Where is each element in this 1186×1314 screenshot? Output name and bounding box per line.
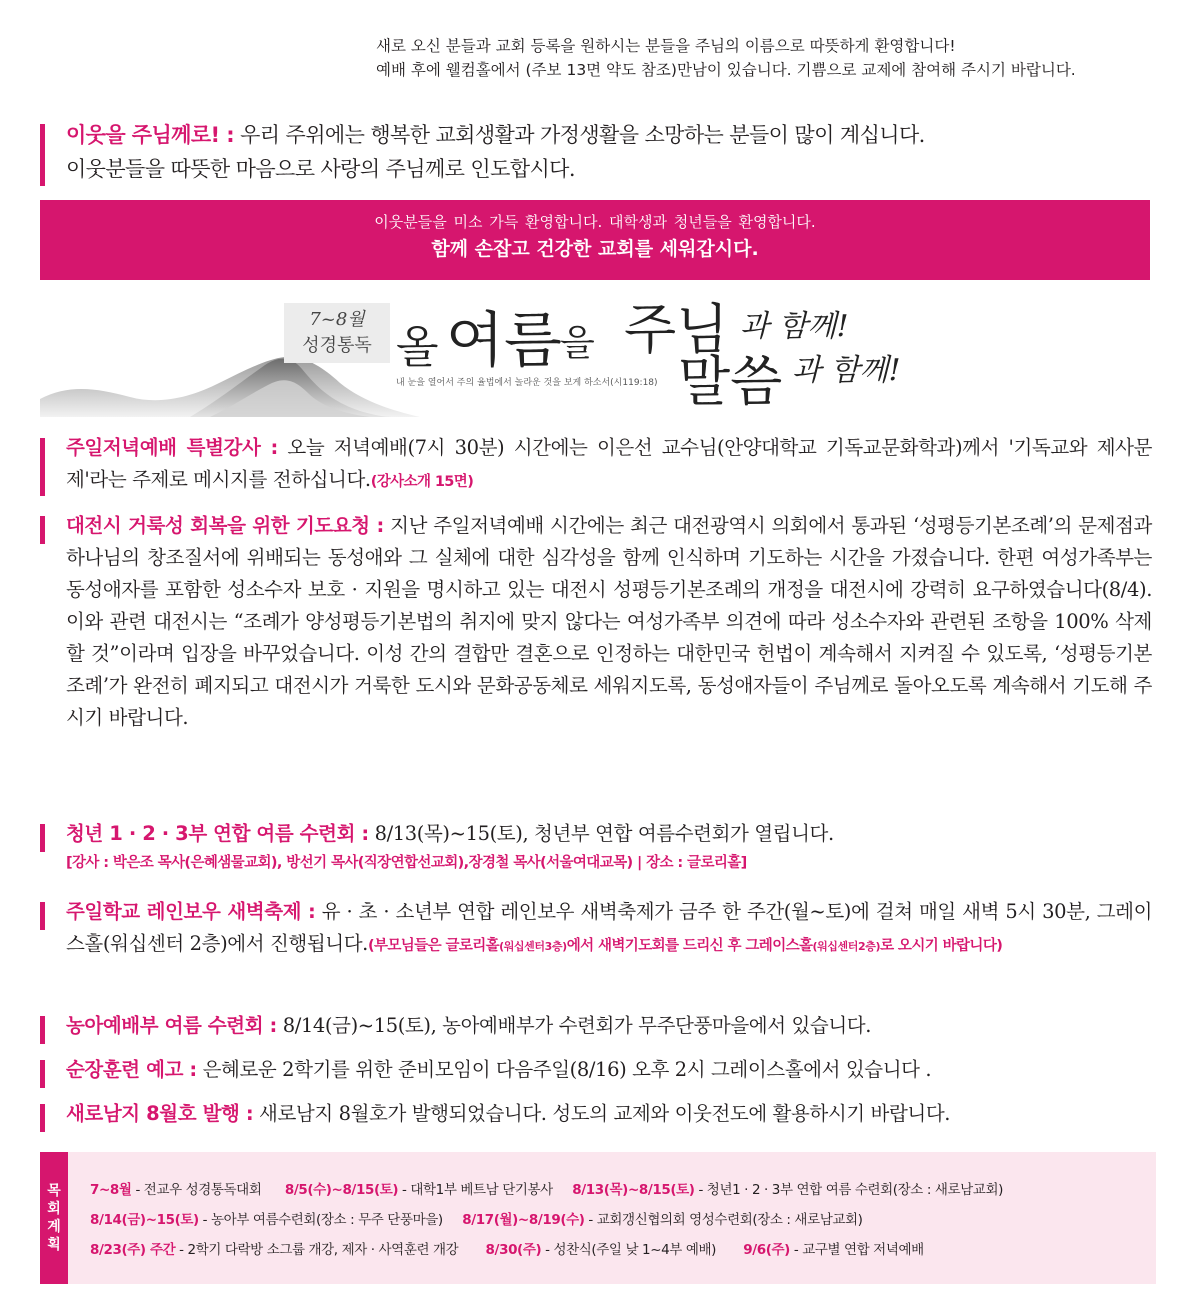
welcome-banner [40,200,1150,280]
schedule-item [90,1182,261,1198]
notice-bar [40,1104,45,1132]
notice-note: (강사소개 15면) [370,474,474,490]
notice-bar [40,1016,45,1044]
schedule-row [90,1178,1003,1198]
notice-title: 청년 1 · 2 · 3부 연합 여름 수련회 : [66,822,369,845]
notice-prayer [40,510,1152,734]
schedule-date: 8/14(금)~15(토) [90,1212,199,1228]
notice-bar [40,516,45,544]
schedule-label-char: 목 [47,1183,61,1199]
schedule-desc: - 청년1 · 2 · 3부 연합 여름 수련회(장소 : 새로남교회) [694,1182,1003,1198]
notice-body: 은혜로운 2학기를 위한 준비모임이 다음주일(8/16) 오후 2시 그레이스홀에서 있습니다 . [196,1058,932,1081]
headline-word: 과 함께! [792,353,901,388]
pastoral-schedule [40,1152,1156,1284]
schedule-desc: - 농아부 여름수련회(장소 : 무주 단풍마을) [198,1212,443,1228]
schedule-date: 8/17(월)~8/19(수) [462,1212,585,1228]
schedule-date: 8/30(주) [485,1242,542,1258]
headline-word: 주님 [624,298,729,361]
schedule-desc: - 교구별 연합 저녁예배 [789,1242,924,1258]
notice-note: [강사 : 박은조 목사(은혜샘물교회), 방선기 목사(직장연합선교회),장경철 목사(서울여대교목) | 장소 : 글로리홀] [66,855,747,871]
notice-title: 대전시 거룩성 회복을 위한 기도요청 : [66,514,384,537]
schedule-item [90,1242,458,1258]
notice-body: 유 · 초 · 소년부 연합 레인보우 새벽축제가 금주 한 주간(월~토)에 걸쳐 매일 새벽 5시 30분, 그레이스홀(워십센터 2층)에서 진행됩니다. [66,900,1153,955]
notice-magazine [40,1098,1152,1130]
notice-bar [40,902,45,930]
schedule-row [90,1208,863,1228]
notice-body: 8/14(금)~15(토), 농아예배부가 수련회가 무주단풍마을에서 있습니다. [276,1014,871,1037]
notice-bar [40,824,45,852]
schedule-item [462,1212,862,1228]
notice-note: (부모님들은 글로리홀 [367,938,500,954]
notice-rainbow-festival [40,896,1152,963]
banner-line: 이웃분들을 미소 가득 환영합니다. 대학생과 청년들을 환영합니다. [374,213,816,231]
headline-word: 올 [396,322,439,373]
reading-verse: 내 눈을 열어서 주의 율법에서 놀라운 것을 보게 하소서(시119:18) [396,378,658,388]
welcome-line: 새로 오신 분들과 교회 등록을 원하시는 분들을 주님의 이름으로 따뜻하게 환영합니다! [376,37,956,55]
notice-bar [40,1060,45,1088]
notice-youth-retreat [40,818,1152,876]
reading-label: 성경통독 [302,335,372,356]
notice-lecture [40,432,1152,498]
notice-note: 에서 새벽기도회를 드리신 후 그레이스홀 [566,938,813,954]
banner-headline: 함께 손잡고 건강한 교회를 세워갑시다. [431,238,759,260]
notice-neighbor [40,118,1152,186]
schedule-item [486,1242,716,1258]
notice-body: 오늘 저녁예배(7시 30분) 시간에는 이은선 교수님(안양대학교 기독교문화학과)께서 '기독교와 제사문제'라는 주제로 메시지를 전하십니다. [66,436,1153,491]
bible-reading-banner [40,287,1152,417]
schedule-date: 9/6(주) [743,1242,790,1258]
mountain-illustration [40,287,1152,417]
notice-body: 이웃분들을 따뜻한 마음으로 사랑의 주님께로 인도합시다. [66,157,575,181]
schedule-item [285,1182,553,1198]
notice-body: 새로남지 8월호가 발행되었습니다. 성도의 교제와 이웃전도에 활용하시기 바랍니다. [253,1102,951,1125]
schedule-row [90,1238,924,1258]
notice-deaf-retreat [40,1010,1152,1042]
headline-word: 말씀 [678,350,783,413]
headline-word: 여름 [446,306,562,376]
schedule-desc: - 2학기 다락방 소그룹 개강, 제자 · 사역훈련 개강 [175,1242,459,1258]
headline-word: 과 함께! [740,309,849,344]
notice-title: 주일학교 레인보우 새벽축제 : [66,900,316,923]
notice-title: 순장훈련 예고 : [66,1058,197,1081]
notice-body: 우리 주위에는 행복한 교회생활과 가정생활을 소망하는 분들이 많이 계십니다. [234,123,925,147]
schedule-date: 7~8월 [90,1182,132,1198]
schedule-label-char: 계 [47,1219,61,1235]
notice-title: 농아예배부 여름 수련회 : [66,1014,277,1037]
notice-bar [40,124,45,186]
schedule-date: 8/5(수)~8/15(토) [284,1182,399,1198]
schedule-date: 8/23(주) 주간 [90,1242,176,1258]
reading-period: 7~8월 [309,309,365,330]
notice-body: 지난 주일저녁예배 시간에는 최근 대전광역시 의회에서 통과된 ‘성평등기본조례’의 문제점과 하나님의 창조질서에 위배되는 동성애와 그 실체에 대한 심각성을 함께 인식하며 기도하는 시간을 가졌습니다. 한편 여성가족부는 동성애자를 포함한 성소수자 보호 · 지원을 명시하고 있는 대전시 성평등기본조례의 개정을 대전시에 강력히 요구하였습니다(8/4). 이와 관련 대전시는 “조례가 양성평등기본법의 취지에 맞지 않다는 여성가족부 의견에 따라 성소수자와 관련된 조항을 100% 삭제할 것”이라며 입장을 바꾸었습니다. 이성 간의 결합만 결혼으로 인정하는 대한민국 헌법이 계속해서 지켜질 수 있도록, ‘성평등기본조례’가 완전히 폐지되고 대전시가 거룩한 도시와 문화공동체로 세워지도록, 동성애자들이 주님께로 돌아오도록 계속해서 기도해 주시기 바랍니다. [66,514,1152,729]
welcome-line: 예배 후에 웰컴홀에서 (주보 13면 약도 참조)만남이 있습니다. 기쁨으로 교제에 참여해 주시기 바랍니다. [376,61,1076,79]
notice-title: 이웃을 주님께로! : [66,123,234,147]
schedule-desc: - 성찬식(주일 낮 1~4부 예배) [541,1242,716,1258]
notice-note: (워십센터3층) [499,940,567,953]
schedule-desc: - 전교우 성경통독대회 [131,1182,262,1198]
schedule-label-char: 획 [47,1237,61,1253]
schedule-item [90,1212,443,1228]
notice-body: 8/13(목)~15(토), 청년부 연합 여름수련회가 열립니다. [368,822,834,845]
headline-word: 을 [560,323,595,364]
welcome-message [376,34,1156,82]
schedule-label-char: 회 [47,1201,61,1217]
notice-title: 주일저녁예배 특별강사 : [66,436,278,459]
schedule-item [743,1242,924,1258]
schedule-item [572,1182,1003,1198]
schedule-desc: - 대학1부 베트남 단기봉사 [398,1182,553,1198]
notice-training [40,1054,1152,1086]
notice-title: 새로남지 8월호 발행 : [66,1102,254,1125]
schedule-desc: - 교회갱신협의회 영성수련회(장소 : 새로남교회) [584,1212,863,1228]
schedule-date: 8/13(목)~8/15(토) [572,1182,695,1198]
schedule-label [40,1152,68,1284]
notice-note: (워십센터2층) [812,940,881,953]
notice-note: 로 오시기 바랍니다) [880,938,1003,954]
notice-bar [40,438,45,496]
